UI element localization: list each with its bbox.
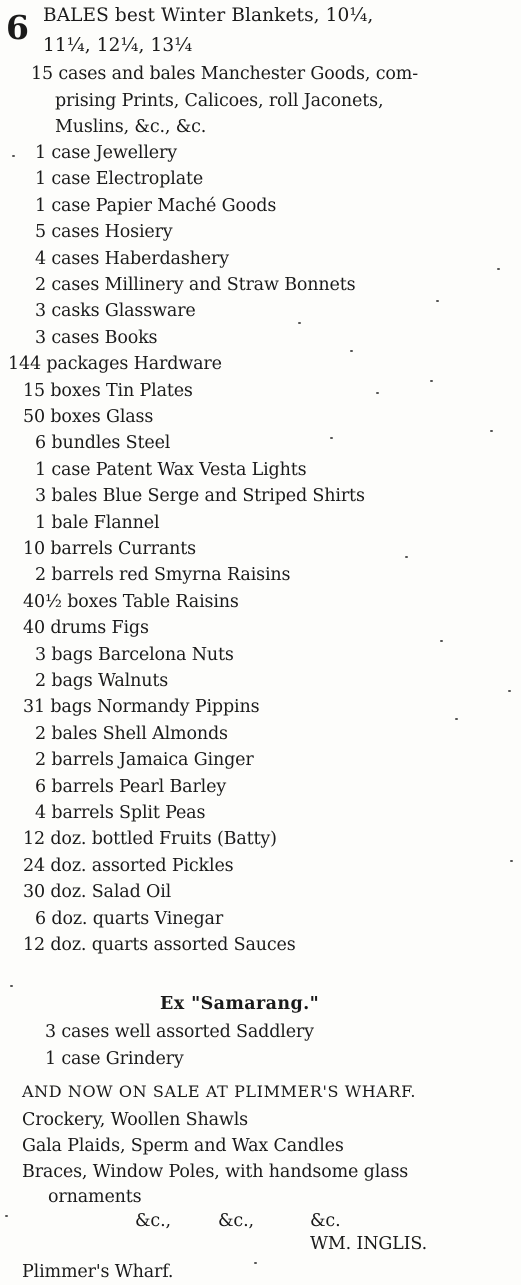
- goods-list-item: 3 casks Glassware: [35, 301, 196, 322]
- sale-line-2: Gala Plaids, Sperm and Wax Candles: [22, 1136, 344, 1156]
- print-speck: [430, 380, 433, 382]
- goods-list-item: 50 boxes Glass: [23, 407, 154, 427]
- goods-list-item: 3 bales Blue Serge and Striped Shirts: [35, 486, 365, 507]
- goods-list-item: 1 bale Flannel: [35, 512, 160, 533]
- sale-line-4: ornaments: [48, 1187, 142, 1207]
- signature: WM. INGLIS.: [310, 1234, 428, 1254]
- print-speck: [330, 437, 333, 439]
- goods-list-item: 3 cases Books: [35, 327, 158, 348]
- opening-line-2: 11¼, 12¼, 13¼: [43, 35, 193, 56]
- opening-line-1: BALES best Winter Blankets, 10¼,: [43, 5, 374, 26]
- sale-line-3: Braces, Window Poles, with handsome glass: [22, 1162, 409, 1182]
- print-speck: [5, 1215, 8, 1217]
- print-speck: [510, 860, 513, 862]
- goods-list-item: 24 doz. assorted Pickles: [23, 855, 234, 876]
- print-speck: [298, 322, 301, 324]
- goods-list-item: 30 doz. Salad Oil: [23, 882, 172, 903]
- goods-list-item: 1 case Jewellery: [35, 143, 177, 163]
- print-speck: [455, 718, 458, 720]
- goods-list-item: 6 bundles Steel: [35, 433, 171, 454]
- goods-list-item: 40½ boxes Table Raisins: [23, 591, 239, 612]
- goods-list-item: 40 drums Figs: [23, 618, 149, 639]
- goods-list-item: 4 barrels Split Peas: [35, 803, 206, 823]
- goods-list-item: 2 barrels red Smyrna Raisins: [35, 565, 291, 586]
- goods-list-item: 3 bags Barcelona Nuts: [35, 644, 234, 665]
- etc-mark: &c.: [310, 1211, 341, 1231]
- print-speck: [12, 155, 15, 157]
- print-speck: [350, 350, 353, 352]
- print-speck: [405, 556, 408, 558]
- drop-cap-numeral: 6: [6, 8, 29, 47]
- sale-line-1: Crockery, Woollen Shawls: [22, 1110, 249, 1130]
- goods-list-item: 6 barrels Pearl Barley: [35, 776, 227, 797]
- print-speck: [254, 1262, 257, 1264]
- goods-list-item: 12 doz. bottled Fruits (Batty): [23, 829, 277, 850]
- print-speck: [436, 300, 439, 302]
- goods-list-item: 10 barrels Currants: [23, 539, 196, 559]
- ship-item: 1 case Grindery: [45, 1049, 184, 1069]
- sale-notice: AND NOW ON SALE AT PLIMMER'S WHARF.: [22, 1082, 417, 1101]
- goods-list-item: 12 doz. quarts assorted Sauces: [23, 935, 296, 955]
- print-speck: [497, 268, 500, 270]
- etc-mark: &c.,: [135, 1211, 171, 1231]
- location-line: Plimmer's Wharf.: [22, 1262, 174, 1282]
- manchester-line-2: prising Prints, Calicoes, roll Jaconets,: [55, 91, 384, 111]
- goods-list-item: 1 case Electroplate: [35, 169, 204, 190]
- goods-list-item: 15 boxes Tin Plates: [23, 380, 193, 401]
- print-speck: [10, 985, 13, 987]
- goods-list-item: 1 case Patent Wax Vesta Lights: [35, 459, 307, 480]
- goods-list-item: 5 cases Hosiery: [35, 222, 173, 243]
- etc-mark: &c.,: [218, 1211, 254, 1231]
- goods-list-item: 4 cases Haberdashery: [35, 248, 229, 269]
- print-speck: [440, 640, 443, 642]
- ship-heading: Ex "Samarang.": [160, 994, 320, 1014]
- ship-item: 3 cases well assorted Saddlery: [45, 1022, 314, 1042]
- goods-list-item: 1 case Papier Maché Goods: [35, 195, 277, 216]
- goods-list-item: 6 doz. quarts Vinegar: [35, 908, 224, 929]
- print-speck: [490, 430, 493, 432]
- goods-list-item: 2 cases Millinery and Straw Bonnets: [35, 275, 356, 295]
- goods-list-item: 2 bags Walnuts: [35, 671, 169, 691]
- manchester-line-1: 15 cases and bales Manchester Goods, com-: [31, 64, 418, 84]
- goods-list-item: 2 bales Shell Almonds: [35, 723, 228, 744]
- goods-list-item: 2 barrels Jamaica Ginger: [35, 750, 254, 771]
- print-speck: [508, 690, 511, 692]
- goods-list-item: 31 bags Normandy Pippins: [23, 697, 260, 718]
- manchester-line-3: Muslins, &c., &c.: [55, 117, 207, 137]
- print-speck: [376, 392, 379, 394]
- goods-list-item: 144 packages Hardware: [8, 354, 222, 375]
